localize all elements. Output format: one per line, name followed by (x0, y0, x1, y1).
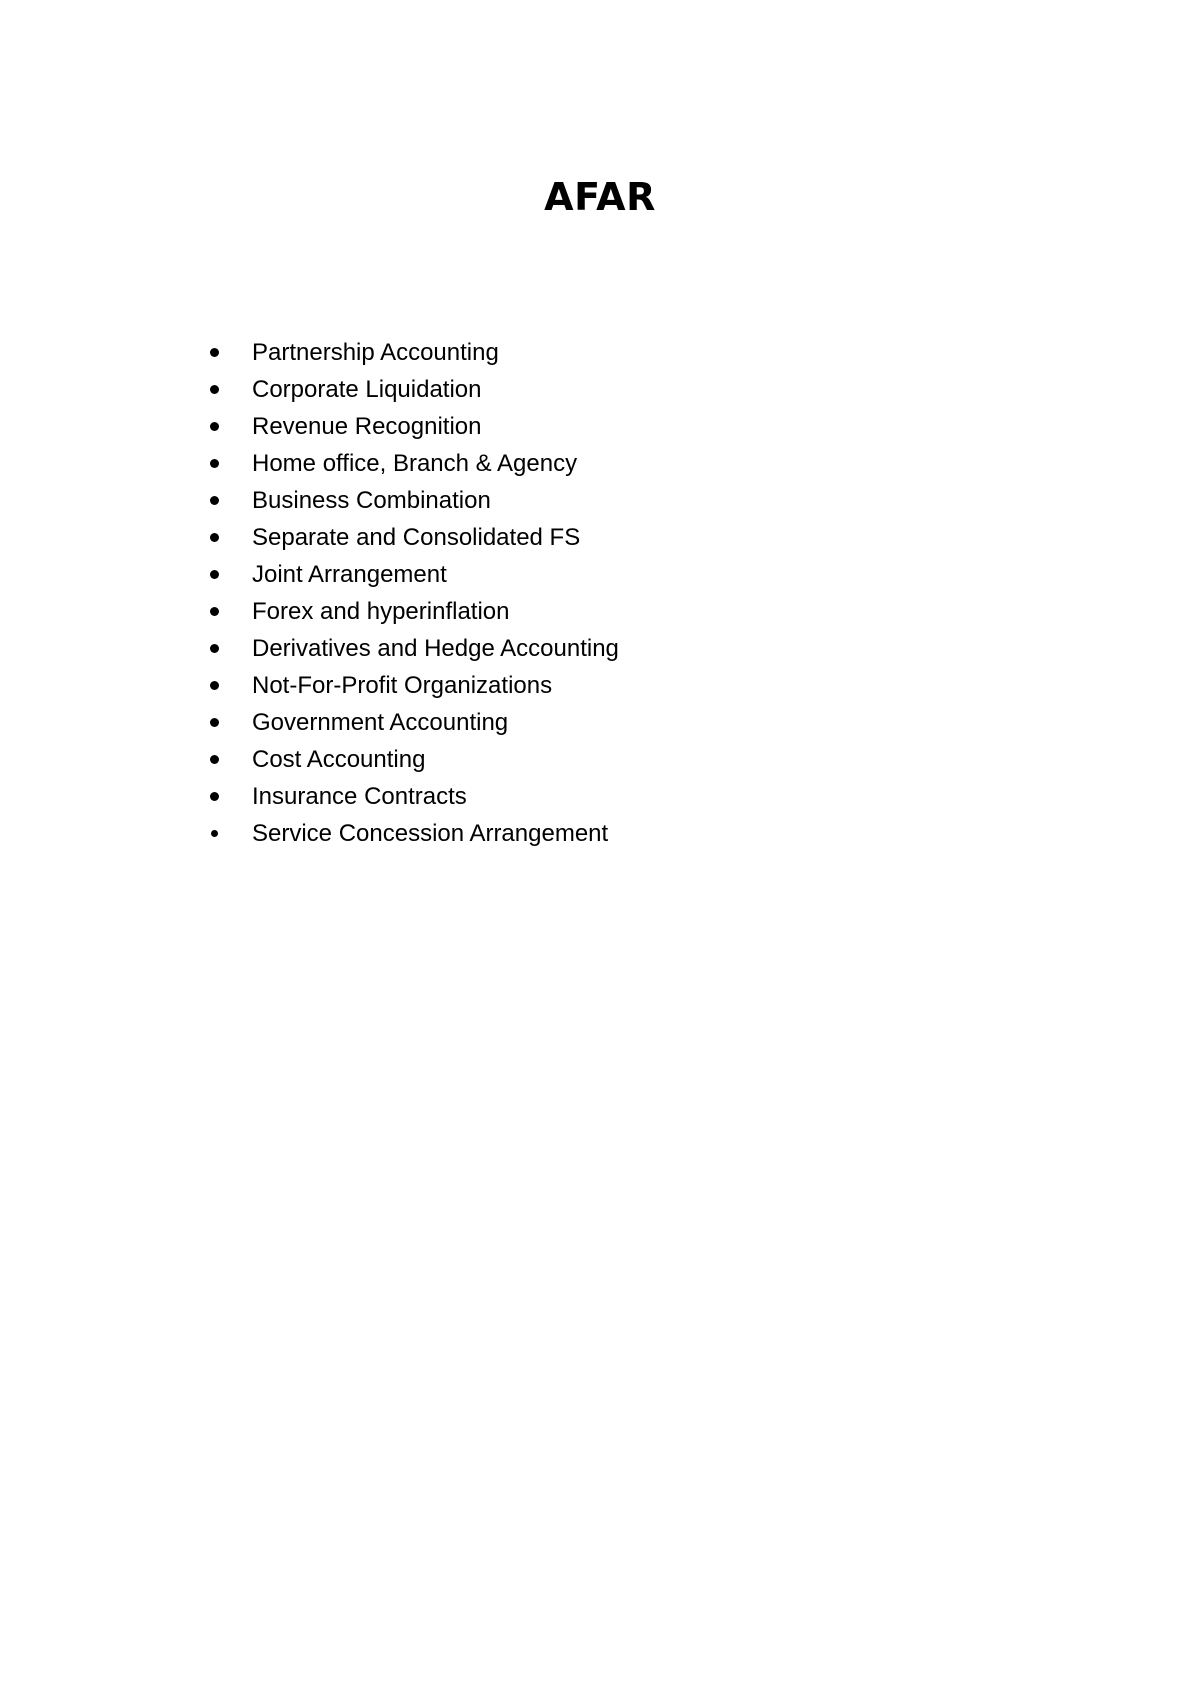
topic-label: Revenue Recognition (252, 413, 482, 440)
topic-label: Joint Arrangement (252, 561, 447, 588)
topic-label: Cost Accounting (252, 746, 426, 773)
bullet-icon (210, 459, 219, 468)
topic-label: Not-For-Profit Organizations (252, 672, 553, 699)
topic-label: Derivatives and Hedge Accounting (252, 635, 619, 662)
bullet-icon (210, 607, 219, 616)
bullet-icon (210, 570, 219, 579)
bullet-icon (210, 792, 219, 801)
topic-label: Corporate Liquidation (252, 376, 482, 403)
document-title: AFAR (544, 175, 656, 219)
topic-label: Government Accounting (252, 709, 509, 736)
bullet-icon (210, 755, 219, 764)
bullet-icon (210, 533, 219, 542)
bullet-icon (210, 422, 219, 431)
topic-label: Separate and Consolidated FS (252, 524, 581, 551)
topic-label: Insurance Contracts (252, 783, 467, 810)
topic-label: Forex and hyperinflation (252, 598, 510, 625)
topic-label: Partnership Accounting (252, 339, 499, 366)
bullet-icon (210, 681, 219, 690)
bullet-icon (210, 644, 219, 653)
bullet-icon (211, 830, 218, 837)
topic-label: Home office, Branch & Agency (252, 450, 578, 477)
bullet-icon (210, 496, 219, 505)
bullet-icon (210, 718, 219, 727)
bullet-icon (210, 348, 219, 357)
topic-label: Service Concession Arrangement (252, 820, 609, 847)
topic-label: Business Combination (252, 487, 491, 514)
bullet-icon (210, 385, 219, 394)
